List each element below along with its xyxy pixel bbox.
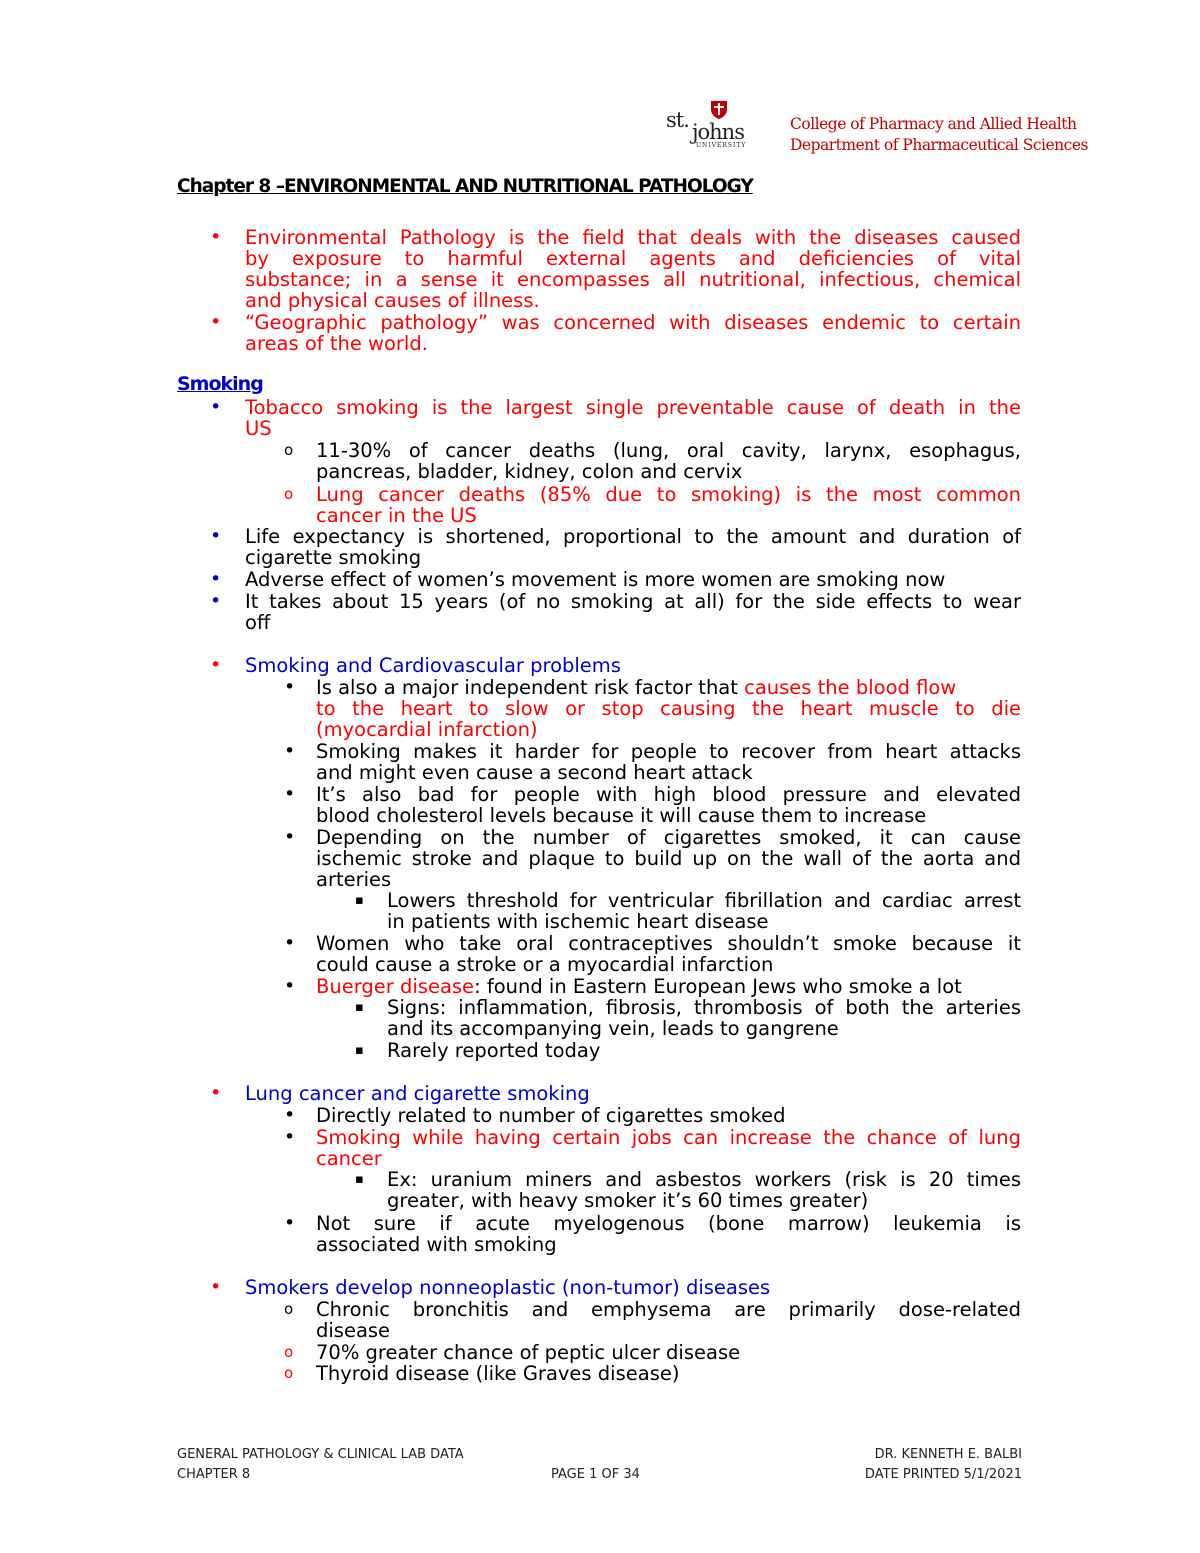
circle-bullet-icon: o [284,1300,294,1318]
buerger-disease-term: Buerger disease [316,975,475,998]
circle-bullet-icon: o [284,485,294,503]
intro-b1-line3: substance; in a sense it encompasses all nutritional, infectious, chemical [245,268,1021,291]
nonneo-i1-line2: disease [316,1319,391,1342]
shield-icon [708,100,730,120]
cardio-i2-line2: and might even cause a second heart attack [316,761,753,784]
footer-chapter: CHAPTER 8 [177,1467,251,1482]
cardio-i4-line2: ischemic stroke and plaque to build up on the wall of the aorta and [316,847,1021,870]
bullet-icon: • [284,1104,296,1126]
smoking-b1-s1-line1: 11-30% of cancer deaths (lung, oral cavity, larynx, esophagus, [316,439,1021,462]
page-title: Chapter 8 –ENVIRONMENTAL AND NUTRITIONAL PATHOLOGY [177,176,753,197]
intro-b2-line2: areas of the world. [245,332,428,355]
footer-author: DR. KENNETH E. BALBI [874,1447,1022,1462]
square-bullet-icon: ▪ [355,893,364,908]
bullet-icon: • [284,783,296,805]
square-bullet-icon: ▪ [355,1000,364,1015]
lung-i3-line1: Not sure if acute myelogenous (bone marrow) leukemia is [316,1212,1021,1235]
cardio-i1-line2: to the heart to slow or stop causing the heart muscle to die [316,697,1021,720]
square-bullet-icon: ▪ [355,1043,364,1058]
bullet-icon: • [284,1126,296,1148]
footer-date-printed: DATE PRINTED 5/1/2021 [864,1467,1022,1482]
cardio-i6-s1-line2: and its accompanying vein, leads to gangrene [387,1017,839,1040]
smoking-b2-line1: Life expectancy is shortened, proportional to the amount and duration of [245,525,1021,548]
logo-text-st: st. [666,108,689,132]
department-name: Department of Pharmaceutical Sciences [790,136,1088,154]
cardio-i4-line3: arteries [316,868,392,891]
cardio-i4-s1-line1: Lowers threshold for ventricular fibrillation and cardiac arrest [387,889,1021,912]
college-name: College of Pharmacy and Allied Health [790,115,1077,133]
cardio-i4-line1: Depending on the number of cigarettes smoked, it can cause [316,826,1021,849]
lung-i2-s1-line1: Ex: uranium miners and asbestos workers (risk is 20 times [387,1168,1021,1191]
smoking-b4-line2: off [245,611,271,634]
lung-i2-s1-line2: greater, with heavy smoker it’s 60 times greater) [387,1189,869,1212]
square-bullet-icon: ▪ [355,1172,364,1187]
cardio-i5-line2: could cause a stroke or a myocardial infarction [316,953,774,976]
bullet-icon: • [210,568,222,590]
section-heading-smoking: Smoking [177,373,263,395]
lung-i3-line2: associated with smoking [316,1233,557,1256]
cardio-i3-line1: It’s also bad for people with high blood pressure and elevated [316,783,1021,806]
cardio-i1-line3: (myocardial infarction) [316,718,538,741]
smoking-b2-line2: cigarette smoking [245,546,422,569]
bullet-icon: • [284,1212,296,1234]
cardio-i6-text: : found in Eastern European Jews who smoke a lot [474,975,962,998]
cardio-i6-s2: Rarely reported today [387,1039,601,1062]
bullet-icon: • [210,396,222,418]
logo-text-university: UNIVERSITY [696,142,747,149]
cardio-i3-line2: blood cholesterol levels because it will cause them to increase [316,804,927,827]
cardio-i6-line1 [316,976,962,997]
university-logo [664,100,764,156]
intro-b2-line1: “Geographic pathology” was concerned with diseases endemic to certain [245,311,1021,334]
intro-b1-line4: and physical causes of illness. [245,289,540,312]
smoking-b4-line1: It takes about 15 years (of no smoking at all) for the side effects to wear [245,590,1021,613]
bullet-icon: • [210,654,222,676]
nonneo-heading: Smokers develop nonneoplastic (non-tumor) diseases [245,1276,771,1299]
smoking-b3: Adverse effect of women’s movement is more women are smoking now [245,568,946,591]
bullet-icon: • [210,311,222,333]
smoking-b1-s1-line2: pancreas, bladder, kidney, colon and cervix [316,460,743,483]
lung-i1: Directly related to number of cigarettes smoked [316,1104,786,1127]
cardio-i1-line1 [316,677,956,698]
bullet-icon: • [210,226,222,248]
smoking-b1-line2: US [245,417,272,440]
lung-i2-line1: Smoking while having certain jobs can increase the chance of lung [316,1126,1021,1149]
bullet-icon: • [210,1082,222,1104]
bullet-icon: • [284,676,296,698]
cardio-i4-s1-line2: in patients with ischemic heart disease [387,910,769,933]
circle-bullet-icon: o [284,1343,294,1361]
smoking-b1-line1: Tobacco smoking is the largest single preventable cause of death in the [245,396,1021,419]
intro-b1-line1: Environmental Pathology is the field that deals with the diseases caused [245,226,1021,249]
cardio-i1-highlight: causes the blood flow [744,676,957,699]
logo-text-johns: johns [692,120,744,144]
bullet-icon: • [284,826,296,848]
nonneo-i1-line1: Chronic bronchitis and emphysema are primarily dose-related [316,1298,1021,1321]
smoking-b1-s2-line1: Lung cancer deaths (85% due to smoking) is the most common [316,483,1021,506]
cardio-i5-line1: Women who take oral contraceptives shouldn’t smoke because it [316,932,1021,955]
nonneo-i2: 70% greater chance of peptic ulcer disease [316,1341,741,1364]
cardio-i2-line1: Smoking makes it harder for people to recover from heart attacks [316,740,1021,763]
college-block [790,114,1088,156]
footer-page-number: PAGE 1 OF 34 [551,1467,640,1482]
cardio-i6-s1-line1: Signs: inflammation, fibrosis, thrombosis of both the arteries [387,996,1021,1019]
circle-bullet-icon: o [284,1364,294,1382]
circle-bullet-icon: o [284,441,294,459]
cardio-heading: Smoking and Cardiovascular problems [245,654,621,677]
nonneo-i3: Thyroid disease (like Graves disease) [316,1362,680,1385]
footer-course: GENERAL PATHOLOGY & CLINICAL LAB DATA [177,1447,464,1462]
smoking-b1-s2-line2: cancer in the US [316,504,477,527]
bullet-icon: • [284,740,296,762]
lung-heading: Lung cancer and cigarette smoking [245,1082,590,1105]
cardio-i1-text: Is also a major independent risk factor that [316,676,745,699]
bullet-icon: • [210,1276,222,1298]
lung-i2-line2: cancer [316,1147,382,1170]
bullet-icon: • [284,975,296,997]
bullet-icon: • [210,525,222,547]
intro-b1-line2: by exposure to harmful external agents and deficiencies of vital [245,247,1021,270]
bullet-icon: • [284,932,296,954]
bullet-icon: • [210,590,222,612]
